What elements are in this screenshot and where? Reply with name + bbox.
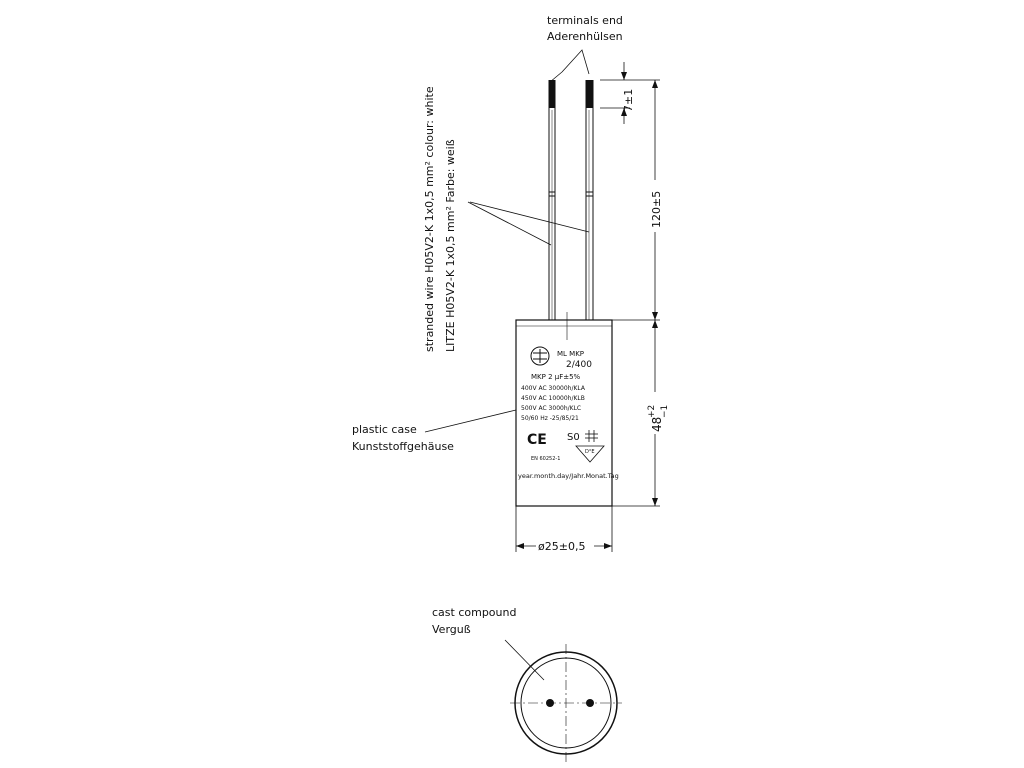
dim-wire-length: 120±5 <box>650 190 663 228</box>
case-model: MKP 2 µF±5% <box>531 373 581 381</box>
terminal-right <box>586 80 593 108</box>
wires <box>549 80 593 320</box>
terminals-label-en: terminals end <box>547 14 623 27</box>
terminals-leader <box>550 50 589 82</box>
dim-diameter: ø25±0,5 <box>538 540 586 553</box>
case-line3: 500V AC 3000h/KLC <box>521 405 582 412</box>
case-standard: EN 60252-1 <box>531 456 561 462</box>
dim-case-height-minus: −1 <box>660 404 670 418</box>
dim-case-height-plus: +2 <box>647 404 657 418</box>
case-label-en: plastic case <box>352 423 417 436</box>
case-line1: 400V AC 30000h/KLA <box>521 385 585 392</box>
terminal-left <box>549 80 555 108</box>
s-mark: S0 <box>567 432 580 443</box>
svg-text:D°E: D°E <box>585 449 595 455</box>
terminal-dot-left <box>546 699 554 707</box>
case-date: year.month.day/Jahr.Monat.Tag <box>518 472 619 480</box>
case-line4: 50/60 Hz -25/85/21 <box>521 415 579 422</box>
ce-mark: CE <box>527 432 547 448</box>
brand-logo-icon <box>531 347 549 365</box>
vde-mark-icon <box>576 446 604 462</box>
wire-leader <box>468 202 589 245</box>
case-line2: 450V AC 10000h/KLB <box>521 395 585 402</box>
wire-label-de: LITZE H05V2-K 1x0,5 mm² Farbe: weiß <box>444 139 457 352</box>
dim-case-height: 48 <box>650 416 664 432</box>
case-brand: ML MKP <box>557 350 585 358</box>
compound-label-en: cast compound <box>432 606 517 619</box>
bottom-view <box>510 644 622 762</box>
dimension-lines <box>600 62 660 506</box>
terminal-dot-right <box>586 699 594 707</box>
dim-terminal-length: 7±1 <box>622 88 635 112</box>
wire-label-en: stranded wire H05V2-K 1x0,5 mm² colour: white <box>423 86 436 352</box>
cert-hash-icon <box>585 430 598 442</box>
compound-label-de: Verguß <box>432 623 471 636</box>
case-leader <box>425 410 516 432</box>
terminals-label-de: Aderenhülsen <box>547 30 623 43</box>
dimension-arrows <box>621 72 658 506</box>
case-rating: 2/400 <box>566 360 592 370</box>
case-label-de: Kunststoffgehäuse <box>352 440 454 453</box>
